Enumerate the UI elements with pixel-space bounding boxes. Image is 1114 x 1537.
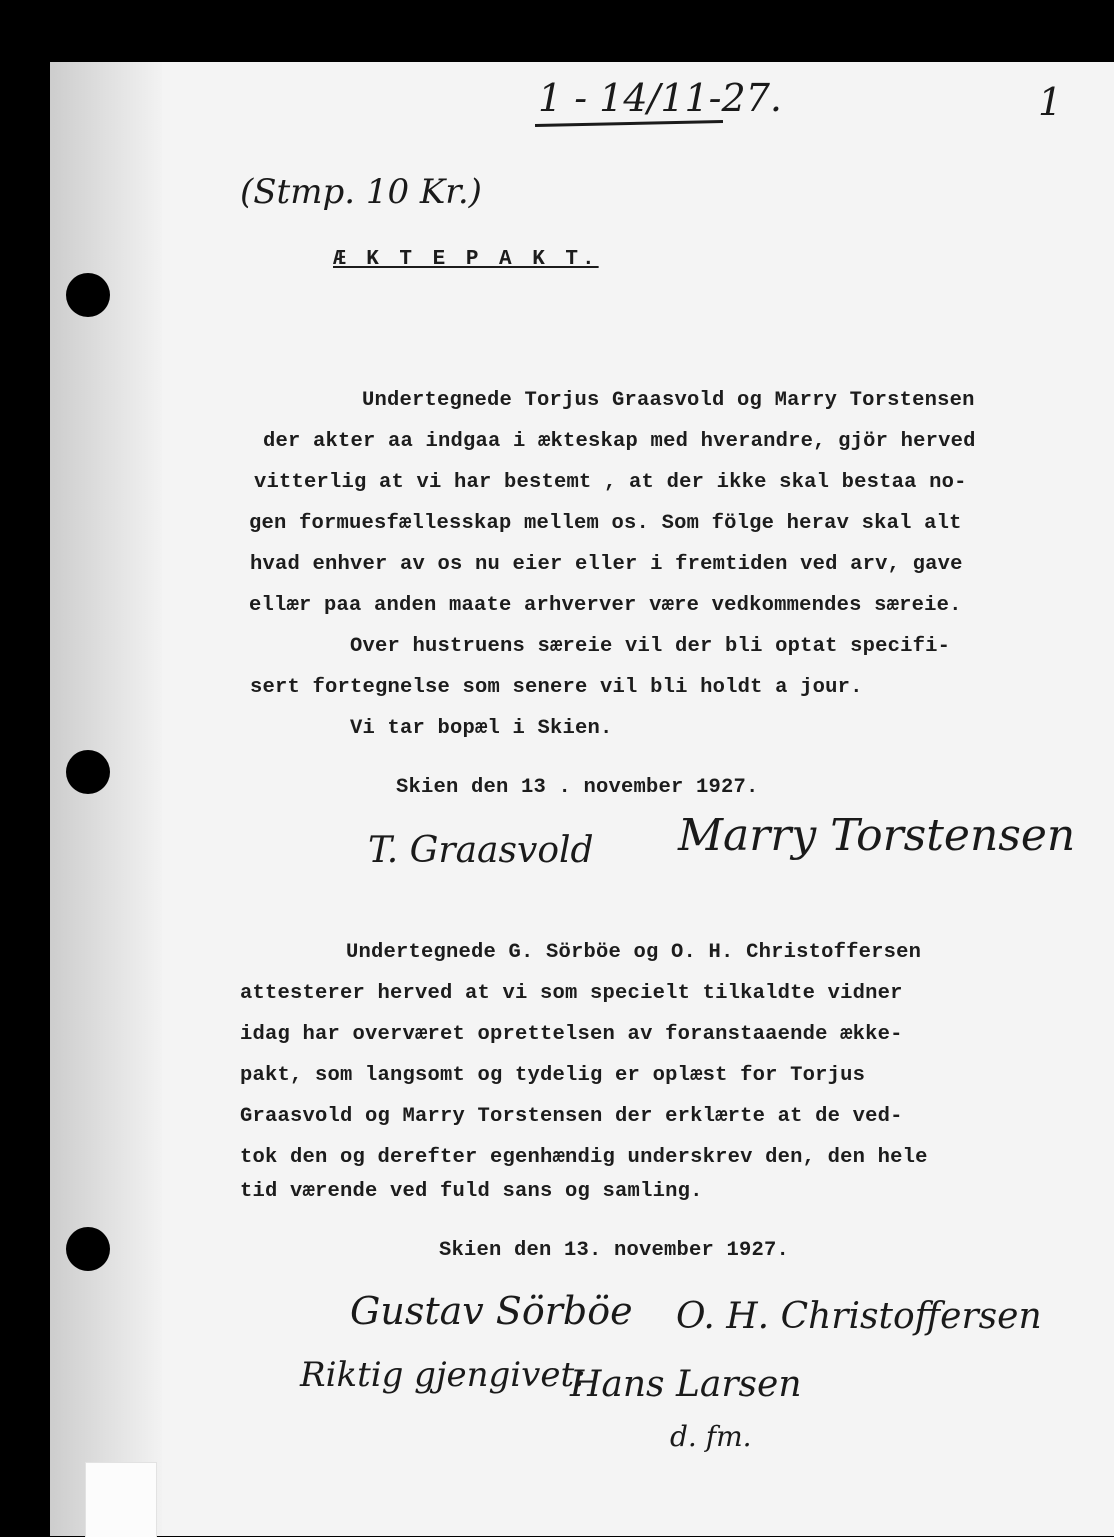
document-page — [50, 62, 1114, 1536]
text-line: idag har overværet oprettelsen av foranstaaende ække- — [240, 1023, 903, 1046]
text-line: Vi tar bopæl i Skien. — [350, 717, 613, 740]
signature-torstensen: Marry Torstensen — [678, 810, 1076, 861]
date-line: Skien den 13 . november 1927. — [396, 776, 759, 799]
signature-larsen: Hans Larsen — [570, 1364, 802, 1405]
text-line: Undertegnede Torjus Graasvold og Marry Torstensen — [362, 389, 975, 412]
handwritten-file-number: 1 - 14/11-27. — [538, 76, 782, 120]
punch-hole — [66, 1227, 110, 1271]
archive-label — [85, 1462, 157, 1537]
signature-sorboe: Gustav Sörböe — [350, 1289, 633, 1333]
date-line: Skien den 13. november 1927. — [439, 1239, 790, 1262]
text-line: gen formuesfællesskap mellem os. Som fölge herav skal alt — [249, 512, 962, 535]
punch-hole — [66, 273, 110, 317]
document-title: Æ K T E P A K T. — [333, 248, 599, 271]
text-line: tok den og derefter egenhændig underskrev den, den hele — [240, 1146, 928, 1169]
text-line: der akter aa indgaa i ækteskap med hverandre, gjör herved — [263, 430, 976, 453]
registration-note: Riktig gjengivet: — [300, 1355, 586, 1395]
punch-hole — [66, 750, 110, 794]
stamp-fee-note: (Stmp. 10 Kr.) — [240, 172, 482, 212]
text-line: hvad enhver av os nu eier eller i fremtiden ved arv, gave — [250, 553, 963, 576]
text-line: Undertegnede G. Sörböe og O. H. Christoffersen — [346, 941, 922, 964]
file-number-underline — [535, 120, 723, 127]
text-line: tid værende ved fuld sans og samling. — [240, 1180, 703, 1203]
signature-christoffersen: O. H. Christoffersen — [676, 1296, 1042, 1337]
registration-suffix: d. fm. — [670, 1420, 752, 1453]
signature-graasvold: T. Graasvold — [368, 830, 594, 871]
text-line: vitterlig at vi har bestemt , at der ikke skal bestaa no- — [254, 471, 967, 494]
text-line: pakt, som langsomt og tydelig er oplæst for Torjus — [240, 1064, 866, 1087]
text-line: attesterer herved at vi som specielt tilkaldte vidner — [240, 982, 903, 1005]
text-line: Over hustruens særeie vil der bli optat specifi- — [350, 635, 951, 658]
text-line: Graasvold og Marry Torstensen der erklærte at de ved- — [240, 1105, 903, 1128]
text-line: sert fortegnelse som senere vil bli holdt a jour. — [250, 676, 863, 699]
text-line: ellær paa anden maate arhverver være vedkommendes særeie. — [249, 594, 962, 617]
page-number: 1 — [1038, 80, 1063, 124]
